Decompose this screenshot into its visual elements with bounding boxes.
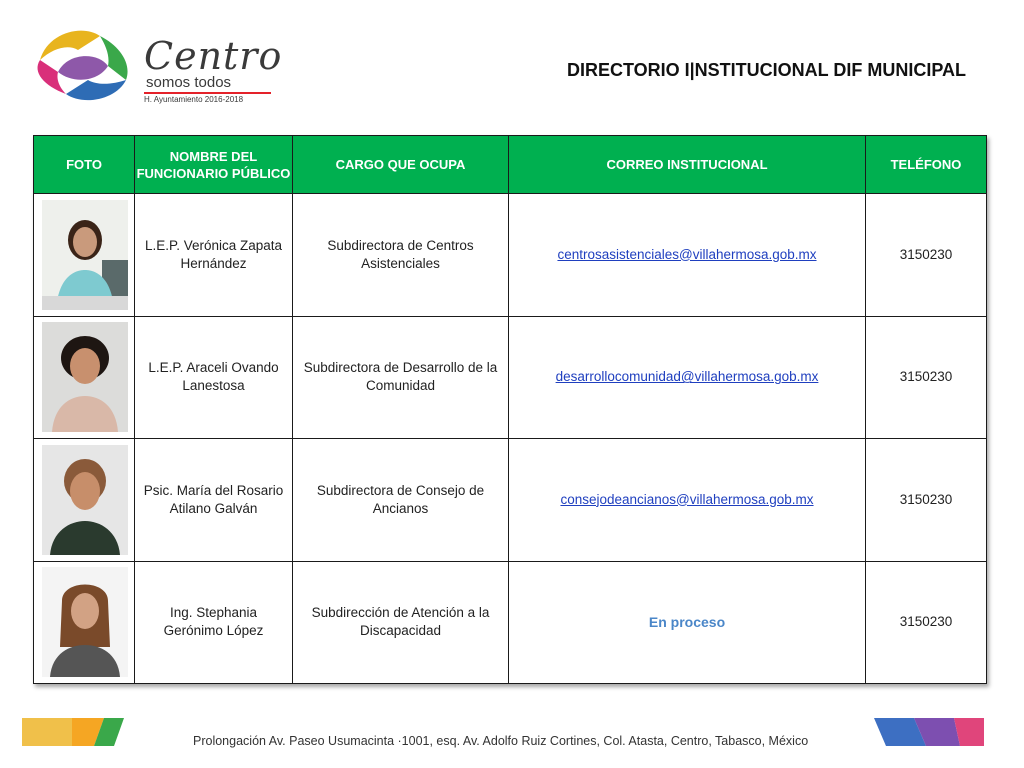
official-photo [42, 322, 128, 432]
email-link[interactable]: centrosasistenciales@villahermosa.gob.mx [557, 246, 817, 262]
phone-number: 3150230 [866, 194, 987, 317]
brand-tagline: somos todos [146, 74, 232, 91]
brand-rule [144, 92, 271, 94]
official-photo [42, 567, 128, 677]
table-row [34, 561, 987, 684]
official-role: Subdirectora de Centros Asistenciales [293, 194, 509, 317]
brand-name: Centro [144, 34, 283, 78]
centro-logo-icon [28, 22, 138, 107]
column-header-photo: FOTO [34, 136, 135, 194]
photo-cell [34, 439, 135, 562]
brand-subtitle: H. Ayuntamiento 2016-2018 [144, 95, 244, 104]
official-photo [42, 200, 128, 310]
official-name: L.E.P. Araceli Ovando Lanestosa [135, 316, 293, 439]
phone-number: 3150230 [866, 561, 987, 684]
official-name: Psic. María del Rosario Atilano Galván [135, 439, 293, 562]
column-header-email: CORREO INSTITUCIONAL [509, 136, 866, 194]
centro-logo [28, 22, 288, 107]
phone-number: 3150230 [866, 316, 987, 439]
email-cell [509, 194, 866, 317]
official-photo [42, 445, 128, 555]
column-header-role: CARGO QUE OCUPA [293, 136, 509, 194]
official-name: Ing. Stephania Gerónimo López [135, 561, 293, 684]
photo-cell [34, 194, 135, 317]
table-row [34, 439, 987, 562]
official-name: L.E.P. Verónica Zapata Hernández [135, 194, 293, 317]
email-link[interactable]: consejodeancianos@villahermosa.gob.mx [560, 491, 814, 507]
column-header-phone: TELÉFONO [866, 136, 987, 194]
email-pending-status: En proceso [648, 613, 726, 630]
directory-table [33, 135, 987, 684]
phone-number: 3150230 [866, 439, 987, 562]
photo-cell [34, 561, 135, 684]
table-header-row [34, 136, 987, 194]
official-role: Subdirectora de Desarrollo de la Comunidad [293, 316, 509, 439]
email-cell [509, 316, 866, 439]
column-header-name: NOMBRE DEL FUNCIONARIO PÚBLICO [135, 136, 293, 194]
email-cell [509, 439, 866, 562]
official-role: Subdirectora de Consejo de Ancianos [293, 439, 509, 562]
photo-cell [34, 316, 135, 439]
official-role: Subdirección de Atención a la Discapacidad [293, 561, 509, 684]
footer-address: Prolongación Av. Paseo Usumacinta ·1001, esq. Av. Adolfo Ruiz Cortines, Col. Atasta, Centro, Tabasco, México [193, 734, 809, 748]
footer-stripe-right [874, 718, 984, 746]
footer-stripe-left [22, 718, 124, 746]
email-link[interactable]: desarrollocomunidad@villahermosa.gob.mx [555, 369, 819, 385]
table-row [34, 316, 987, 439]
page-title: DIRECTORIO I|NSTITUCIONAL DIF MUNICIPAL [566, 60, 966, 80]
table-row [34, 194, 987, 317]
email-cell [509, 561, 866, 684]
